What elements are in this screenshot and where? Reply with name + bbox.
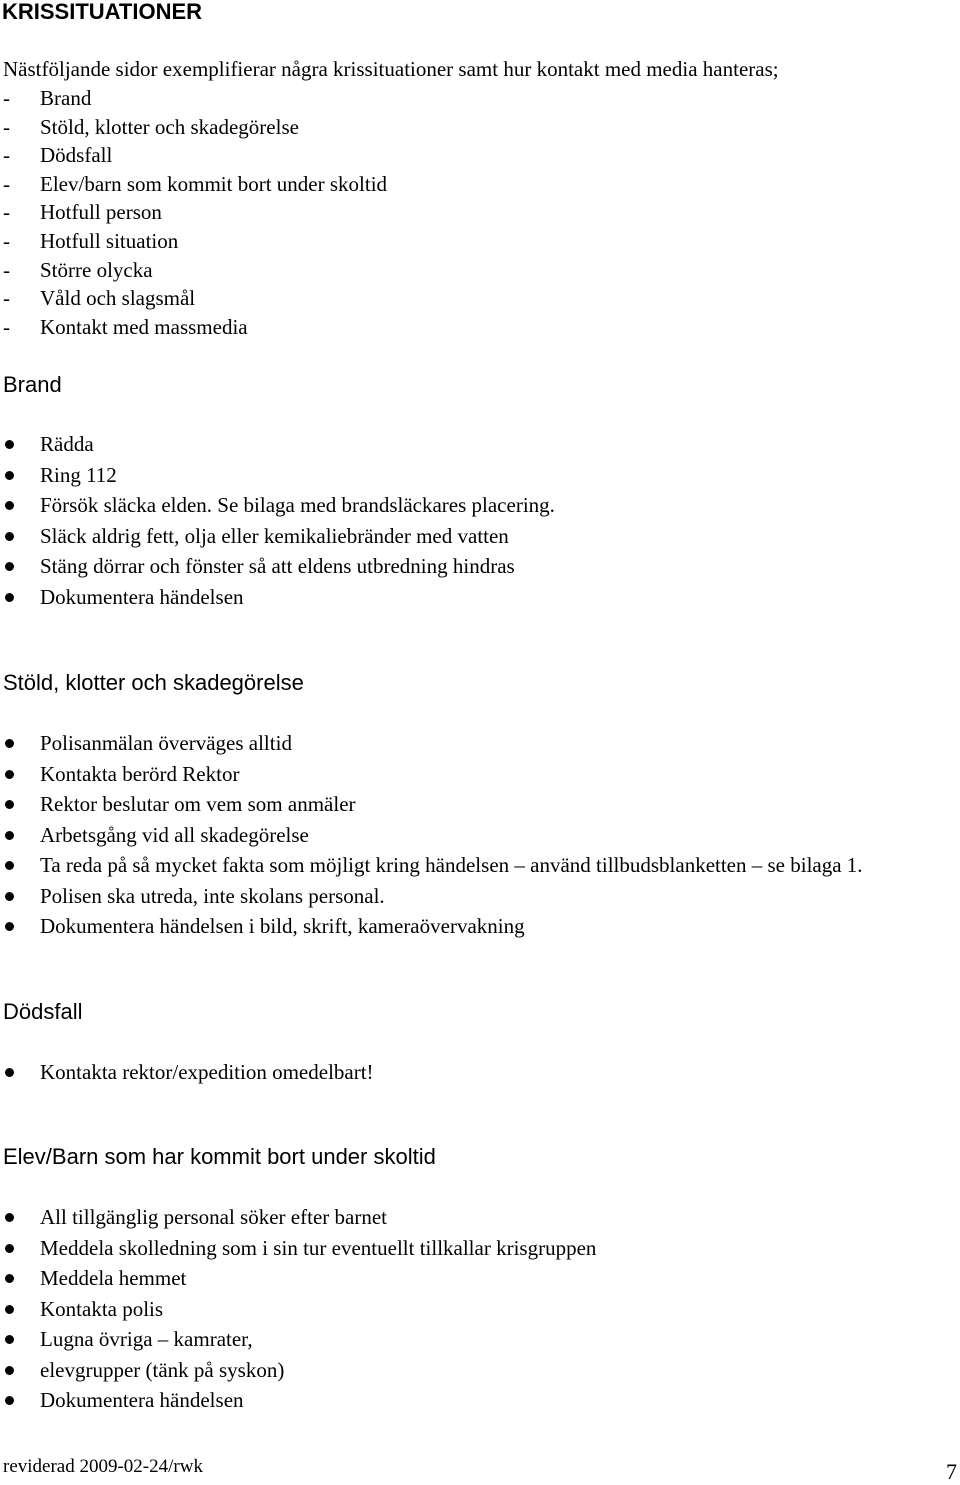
list-item-text: Kontakt med massmedia [40, 314, 248, 339]
list-item-text: Hotfull situation [40, 228, 179, 253]
revision-note: reviderad 2009-02-24/rwk [3, 1456, 203, 1477]
bullet-icon [5, 1274, 14, 1283]
list-item-text: Stöld, klotter och skadegörelse [40, 114, 299, 139]
bullet-icon [5, 1305, 14, 1314]
death-list [0, 1057, 940, 1088]
list-item [0, 1355, 940, 1386]
list-item-text: Släck aldrig fett, olja eller kemikaliebränder med vatten [40, 523, 509, 548]
dash-marker: - [3, 171, 10, 196]
list-item-text: Brand [40, 86, 92, 110]
list-item-text: Hotfull person [40, 200, 162, 225]
bullet-icon [5, 739, 14, 748]
list-item-text: Meddela hemmet [40, 1266, 187, 1290]
list-item-text: elevgrupper (tänk på syskon) [40, 1357, 285, 1382]
list-item-text: Rektor beslutar om vem som anmäler [40, 792, 356, 816]
list-item [3, 84, 387, 113]
bullet-icon [5, 1244, 14, 1253]
list-item [3, 313, 387, 342]
list-item [3, 141, 387, 170]
list-item [0, 1202, 940, 1233]
list-item [0, 490, 940, 521]
list-item [3, 227, 387, 256]
list-item [0, 850, 940, 881]
bullet-icon [5, 440, 14, 449]
list-item [0, 429, 940, 460]
missing-child-list [0, 1202, 940, 1416]
dash-marker: - [3, 86, 10, 110]
list-item-text: Större olycka [40, 257, 153, 282]
dash-marker: - [3, 228, 10, 253]
list-item [3, 198, 387, 227]
dash-marker: - [3, 257, 10, 282]
bullet-icon [5, 770, 14, 779]
list-item [0, 789, 940, 820]
list-item [0, 1294, 940, 1325]
page-title: KRISSITUATIONER [2, 0, 203, 24]
dash-marker: - [3, 114, 10, 139]
bullet-icon [5, 922, 14, 931]
list-item-text: Elev/barn som kommit bort under skoltid [40, 171, 388, 196]
situation-list [3, 84, 387, 341]
list-item-text: Ring 112 [40, 462, 117, 487]
bullet-icon [5, 501, 14, 510]
bullet-icon [5, 1213, 14, 1222]
list-item [0, 728, 940, 759]
list-item-text: Ta reda på så mycket fakta som möjligt kring händelsen – använd tillbudsblanketten – se bilaga 1. [40, 853, 863, 877]
list-item-text: Rädda [40, 432, 94, 456]
section-heading-theft: Stöld, klotter och skadegörelse [3, 670, 304, 695]
list-item-text: Arbetsgång vid all skadegörelse [40, 822, 309, 847]
section-heading-brand: Brand [3, 372, 62, 397]
bullet-icon [5, 471, 14, 480]
list-item-text: Polisen ska utreda, inte skolans personal. [40, 883, 385, 908]
list-item-text: Kontakta rektor/expedition omedelbart! [40, 1060, 374, 1084]
list-item [0, 820, 940, 851]
list-item-text: Polisanmälan överväges alltid [40, 731, 292, 755]
section-heading-missing-child: Elev/Barn som har kommit bort under skoltid [3, 1144, 436, 1169]
list-item-text: Våld och slagsmål [40, 286, 196, 311]
bullet-icon [5, 593, 14, 602]
list-item-text: Kontakta polis [40, 1296, 164, 1321]
list-item [0, 1233, 940, 1264]
bullet-icon [5, 562, 14, 571]
list-item-text: Dokumentera händelsen i bild, skrift, kameraövervakning [40, 914, 525, 938]
page-number: 7 [946, 1459, 957, 1484]
bullet-icon [5, 831, 14, 840]
list-item-text: Dödsfall [40, 143, 113, 168]
list-item [0, 1324, 940, 1355]
list-item-text: All tillgänglig personal söker efter barnet [40, 1205, 387, 1229]
list-item [0, 551, 940, 582]
list-item-text: Dokumentera händelsen [40, 1388, 244, 1412]
list-item [0, 911, 940, 942]
bullet-icon [5, 1396, 14, 1405]
intro-paragraph: Nästföljande sidor exemplifierar några krissituationer samt hur kontakt med media hanteras; [3, 57, 779, 81]
bullet-icon [5, 892, 14, 901]
list-item [3, 113, 387, 142]
list-item [3, 284, 387, 313]
section-heading-death: Dödsfall [3, 999, 83, 1024]
list-item-text: Stäng dörrar och fönster så att eldens utbredning hindras [40, 554, 515, 578]
dash-marker: - [3, 286, 10, 311]
list-item [0, 582, 940, 613]
bullet-icon [5, 800, 14, 809]
list-item [3, 170, 387, 199]
list-item-text: Kontakta berörd Rektor [40, 761, 240, 786]
bullet-icon [5, 1335, 14, 1344]
list-item [0, 759, 940, 790]
list-item [0, 1385, 940, 1416]
list-item-text: Försök släcka elden. Se bilaga med brandsläckares placering. [40, 493, 555, 517]
list-item [0, 1263, 940, 1294]
theft-list [0, 728, 940, 942]
dash-marker: - [3, 200, 10, 225]
bullet-icon [5, 861, 14, 870]
list-item [0, 521, 940, 552]
dash-marker: - [3, 314, 10, 339]
list-item [0, 1057, 940, 1088]
bullet-icon [5, 1068, 14, 1077]
list-item [0, 460, 940, 491]
list-item-text: Lugna övriga – kamrater, [40, 1327, 253, 1351]
list-item-text: Dokumentera händelsen [40, 584, 244, 609]
list-item-text: Meddela skolledning som i sin tur eventuellt tillkallar krisgruppen [40, 1235, 597, 1260]
list-item [0, 881, 940, 912]
list-item [3, 256, 387, 285]
bullet-icon [5, 1366, 14, 1375]
dash-marker: - [3, 143, 10, 168]
brand-list [0, 429, 940, 612]
bullet-icon [5, 532, 14, 541]
